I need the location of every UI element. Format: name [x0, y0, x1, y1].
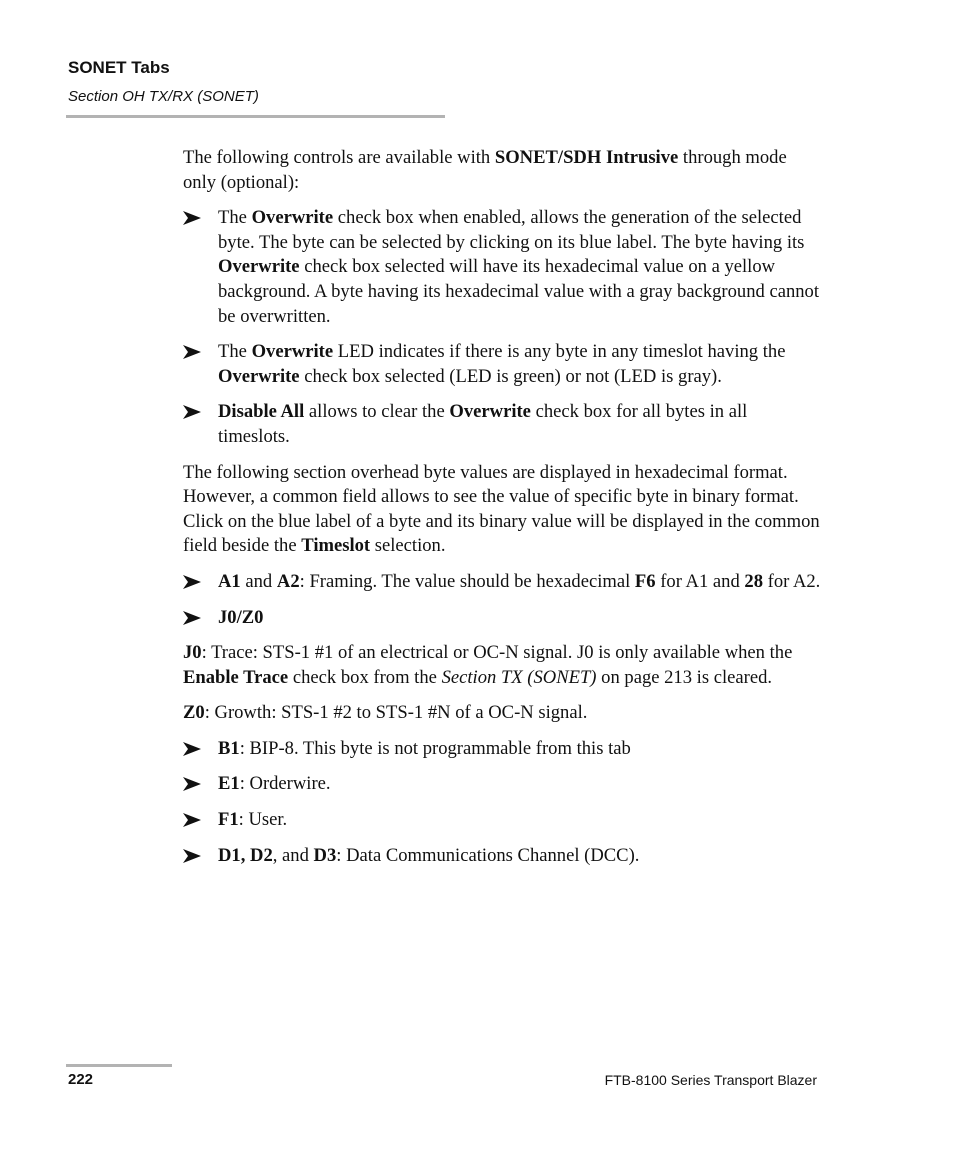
- bullet-arrow-icon: [183, 345, 201, 359]
- cross-reference-link[interactable]: Section TX (SONET): [441, 666, 597, 688]
- bullet-arrow-icon: [183, 849, 201, 863]
- list-item-j0-z0: J0/Z0: [183, 606, 823, 631]
- page-number: 222: [68, 1071, 94, 1088]
- overhead-bytes-list: [183, 570, 823, 630]
- subsection-title: Section OH TX/RX (SONET): [68, 88, 259, 105]
- list-item-f1: F1: User.: [183, 808, 823, 833]
- page-content: [183, 146, 823, 879]
- list-item-disable-all: Disable All allows to clear the Overwrite check box for all bytes in all timeslots.: [183, 400, 823, 449]
- list-item-dcc: D1, D2, and D3: Data Communications Channel (DCC).: [183, 844, 823, 869]
- intro-paragraph: The following controls are available with SONET/SDH Intrusive through mode only (optional):: [183, 147, 787, 193]
- overhead-intro-paragraph: The following section overhead byte values are displayed in hexadecimal format. However, a common field allows to see the value of specific byte in binary format. Click on the blue label of a byte and its binary value will be displayed in the common field beside the Timeslot selection.: [183, 461, 820, 557]
- z0-description: Z0: Growth: STS-1 #2 to STS-1 #N of a OC-N signal.: [183, 702, 588, 724]
- bullet-arrow-icon: [183, 405, 201, 419]
- list-item-e1: E1: Orderwire.: [183, 772, 823, 797]
- j0-description: J0: Trace: STS-1 #1 of an electrical or OC-N signal. J0 is only available when the Enable Trace check box from the Section TX (SONET) on page 213 is cleared.: [183, 642, 793, 688]
- list-item-b1: B1: BIP-8. This byte is not programmable from this tab: [183, 737, 823, 762]
- controls-list: [183, 206, 823, 449]
- bullet-arrow-icon: [183, 611, 201, 625]
- section-title: SONET Tabs: [68, 58, 170, 77]
- bullet-arrow-icon: [183, 742, 201, 756]
- list-item-a1-a2: A1 and A2: Framing. The value should be hexadecimal F6 for A1 and 28 for A2.: [183, 570, 823, 595]
- list-item-overwrite-led: The Overwrite LED indicates if there is any byte in any timeslot having the Overwrite check box selected (LED is green) or not (LED is gray).: [183, 340, 823, 389]
- bullet-arrow-icon: [183, 813, 201, 827]
- bullet-arrow-icon: [183, 575, 201, 589]
- list-item-overwrite-checkbox: The Overwrite check box when enabled, allows the generation of the selected byte. The byte can be selected by clicking on its blue label. The byte having its Overwrite check box selected will have its hexadecimal value on a yellow background. A byte having its hexadecimal value with a gray background cannot be overwritten.: [183, 206, 823, 329]
- footer-rule: [66, 1064, 172, 1067]
- bullet-arrow-icon: [183, 211, 201, 225]
- product-name: FTB-8100 Series Transport Blazer: [604, 1072, 817, 1088]
- bullet-arrow-icon: [183, 777, 201, 791]
- header-rule: [66, 115, 445, 118]
- overhead-bytes-list-continued: [183, 737, 823, 868]
